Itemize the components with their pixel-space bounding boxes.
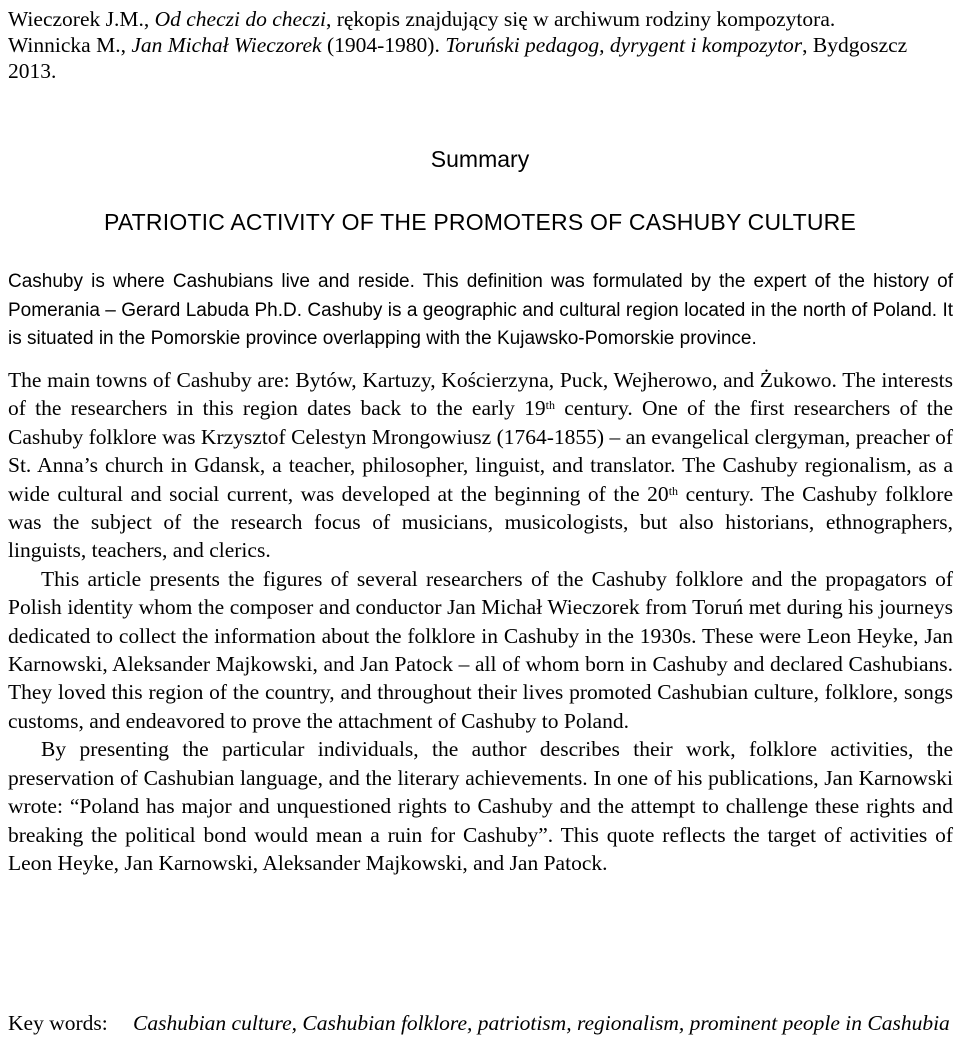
reference-author: Winnicka M., [8,33,132,57]
keywords-text: Cashubian culture, Cashubian folklore, patriotism, regionalism, prominent people in Cashubia [133,1011,950,1035]
reference-item [8,6,953,32]
reference-title: Toruński pedagog, dyrygent i kompozytor [445,33,803,57]
text-run: century. The Cashuby folklore was the subject of the research focus of musicians, musicologists, but also historians, ethnographers, linguists, teachers, and clerics. [8,481,954,563]
superscript: th [545,398,555,413]
reference-details: , Bydgoszcz 2013. [8,33,908,83]
reference-title: Od checzi do checzi [154,7,326,31]
summary-body [8,366,953,877]
summary-intro-paragraph: Cashuby is where Cashubians live and reside. This definition was formulated by the expert of the history of Pomerania – Gerard Labuda Ph.D. Cashuby is a geographic and cultural region located in the north of Poland. It is situated in the Pomorskie province overlapping with the Kujawsko-Pomorskie province. [8,271,953,350]
reference-details: (1904-1980). [321,33,446,57]
summary-paragraph: This article presents the figures of several researchers of the Cashuby folklore and the propagators of Polish identity whom the composer and conductor Jan Michał Wieczorek from Toruń met during his journeys dedicated to collect the information about the folklore in Cashuby in the 1930s. These were Leon Heyke, Jan Karnowski, Aleksander Majkowski, and Jan Patock – all of whom born in Cashuby and declared Cashubians. They loved this region of the country, and throughout their lives promoted Cashubian culture, folklore, songs customs, and endeavored to prove the attachment of Cashuby to Poland. [8,566,953,733]
text-run: The main towns of Cashuby are: Bytów, Kartuzy, Kościerzyna, Puck, Wejherowo, and Żukowo. The interests of the researchers in this region dates back to the early 19 [8,368,953,421]
reference-author: Wieczorek J.M., [8,7,155,31]
reference-title: Jan Michał Wieczorek [131,33,322,57]
text-run: century. One of the first researchers of the Cashuby folklore was Krzysztof Celestyn Mrongowiusz (1764-1855) – an evangelical clergyman, preacher of St. Anna’s church in Gdansk, a teacher, philosopher, linguist, and translator. The Cashuby regionalism, as a wide cultural and social current, was developed at the beginning of the 20 [8,396,953,506]
superscript: th [668,483,679,498]
reference-item [8,32,953,84]
summary-paragraph: By presenting the particular individuals, the author describes their work, folklore activities, the preservation of Cashubian language, and the literary achievements. In one of his publications, Jan Karnowski wrote: “Poland has major and unquestioned rights to Cashuby and the attempt to challenge these rights and breaking the political bond would mean a ruin for Cashuby”. This quote reflects the target of activities of Leon Heyke, Jan Karnowski, Aleksander Majkowski, and Jan Patock. [8,737,953,875]
keywords-label: Key words: [8,1011,108,1035]
reference-list [8,6,953,84]
summary-heading: Summary [430,146,530,172]
reference-details: , rękopis znajdujący się w archiwum rodziny kompozytora. [325,7,836,31]
summary-paragraph [8,366,953,565]
article-title: PATRIOTIC ACTIVITY OF THE PROMOTERS OF CASHUBY CULTURE [104,209,856,235]
